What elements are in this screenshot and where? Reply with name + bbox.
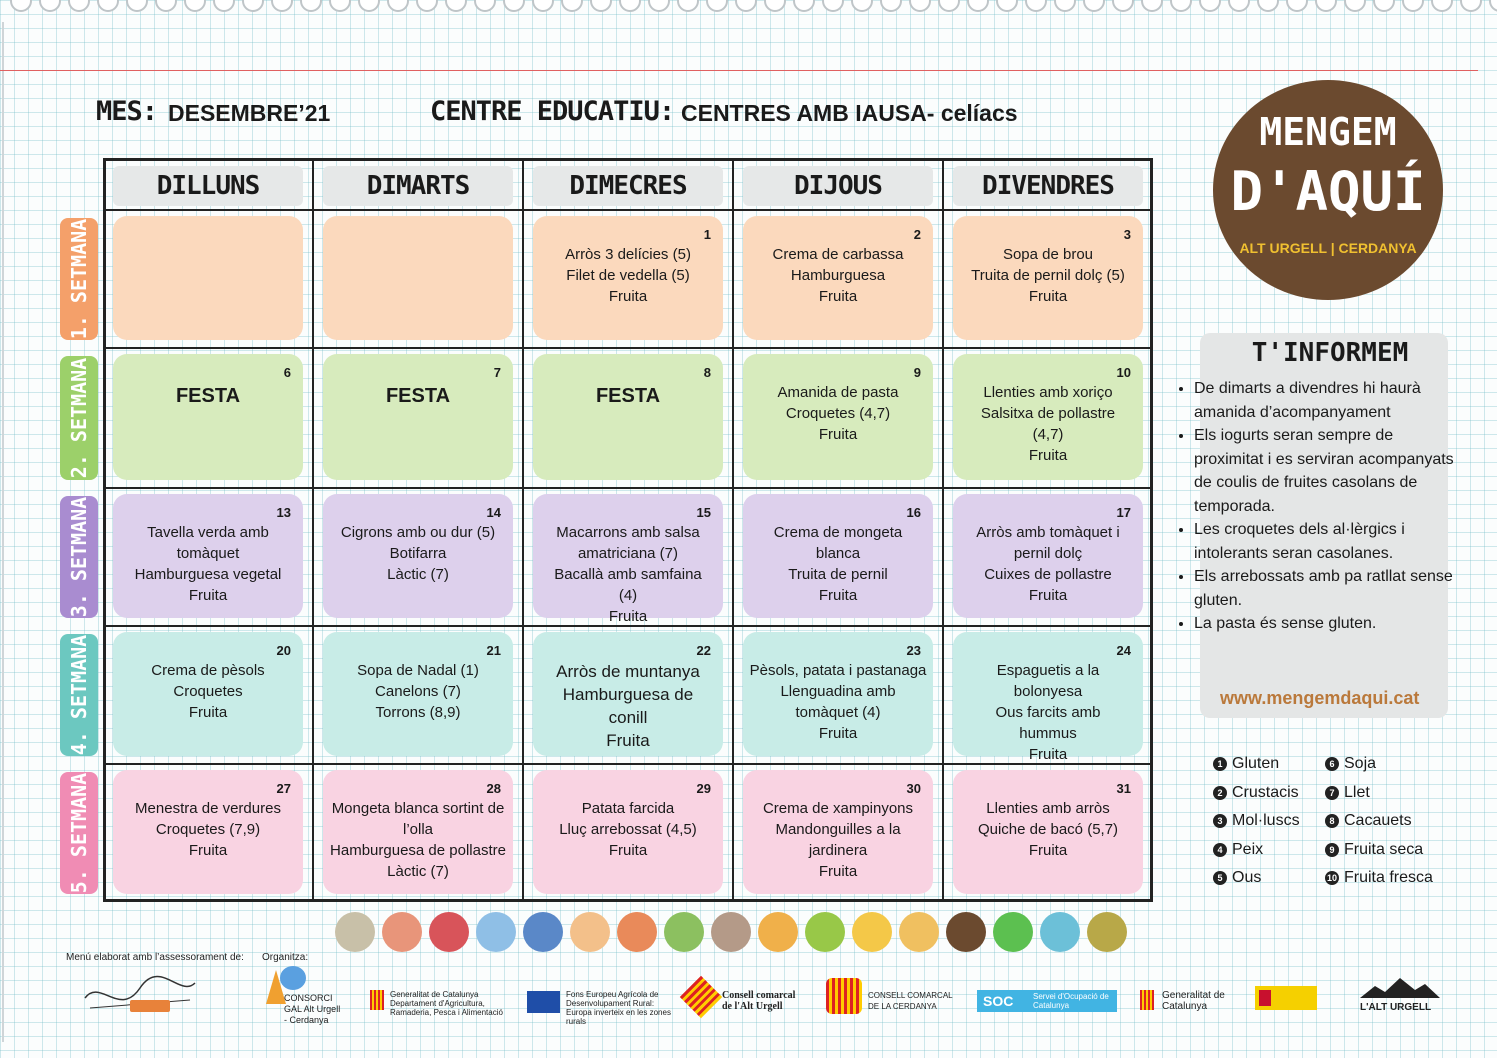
food-category-icon (382, 912, 422, 952)
notebook-spiral (0, 0, 1497, 22)
spiral-ring (1025, 0, 1047, 12)
food-category-icon (758, 912, 798, 952)
menu-line: Fruita (608, 608, 648, 625)
generalitat2-flag-icon (1140, 990, 1154, 1010)
day-number: 14 (486, 505, 501, 520)
allergen-item (1213, 812, 1300, 830)
allergen-name: Peix (1232, 840, 1264, 858)
menu-line: Pèsols, patata i pastanaga (749, 662, 927, 679)
menu-line: Arròs 3 delícies (5) (565, 246, 691, 263)
day-number: 24 (1116, 643, 1131, 658)
menu-line: Arròs de muntanya (556, 662, 700, 681)
spiral-ring (561, 0, 583, 12)
day-number: 21 (486, 643, 501, 658)
altu-text: L'ALT URGELL (1360, 1002, 1432, 1013)
allergen-name: Mol·luscs (1232, 812, 1300, 829)
spain-shield-icon (1259, 990, 1271, 1006)
spiral-ring (1344, 0, 1366, 12)
month-label: MES: (96, 96, 158, 127)
menu-line: hummus (1019, 725, 1077, 742)
allergen-item (1213, 841, 1263, 859)
allergen-number: 5 (1213, 871, 1227, 885)
food-category-icon (664, 912, 704, 952)
assessorament-text: Menú elaborat amb l’assessorament de: (66, 952, 244, 963)
allergen-item (1213, 869, 1261, 887)
menu-cell (323, 354, 513, 480)
menu-line: Quiche de bacó (5,7) (977, 821, 1119, 838)
spiral-ring (1373, 0, 1395, 12)
spiral-ring (10, 0, 32, 12)
allergen-item (1213, 755, 1279, 773)
week-tab (60, 356, 98, 480)
menu-cell (953, 770, 1143, 894)
spiral-ring (909, 0, 931, 12)
week-label: 2. SETMANA (67, 357, 92, 479)
menu-cell (113, 216, 303, 340)
menu-line: Mongeta blanca sortint de (331, 800, 505, 817)
menu-line: Macarrons amb salsa (556, 524, 700, 541)
menu-line: Arròs amb tomàquet i (976, 524, 1120, 541)
spiral-ring (271, 0, 293, 12)
holiday-label: FESTA (595, 385, 661, 407)
menu-line: Truita de pernil (788, 566, 888, 583)
day-number: 23 (906, 643, 921, 658)
menu-line: Fruita (818, 725, 858, 742)
menu-line: Crema de carbassa (772, 246, 904, 263)
day-number: 1 (703, 227, 711, 242)
menu-line: Croquetes (173, 683, 243, 700)
consorci-triangle-icon (266, 970, 286, 1004)
allergen-name: Fruita fresca (1344, 869, 1433, 886)
menu-line: Fruita (1028, 842, 1068, 859)
week-label: 4. SETMANA (67, 634, 92, 756)
menu-line: Croquetes (4,7) (785, 405, 891, 422)
food-category-icon (335, 912, 375, 952)
menu-line: Fruita (606, 731, 650, 750)
spiral-ring (184, 0, 206, 12)
allergen-number: 2 (1213, 786, 1227, 800)
menu-line: Llenguadina amb (780, 683, 896, 700)
menu-cell (113, 770, 303, 894)
menu-line: blanca (815, 545, 861, 562)
menu-cell (323, 632, 513, 756)
allergen-item (1325, 869, 1433, 887)
month-value: DESEMBRE’21 (168, 100, 331, 126)
grid-row-divider (103, 487, 1153, 489)
spiral-ring (619, 0, 641, 12)
menu-cell (113, 632, 303, 756)
food-category-icon (1040, 912, 1080, 952)
menu-line: tomàquet (176, 545, 240, 562)
day-number: 28 (486, 781, 501, 796)
menu-line: l’olla (402, 821, 433, 838)
menu-cell (533, 216, 723, 340)
allergen-number: 6 (1325, 757, 1339, 771)
menu-cell (323, 216, 513, 340)
menu-cell (743, 632, 933, 756)
spiral-ring (416, 0, 438, 12)
spiral-ring (1170, 0, 1192, 12)
menu-cell (743, 770, 933, 894)
grid-column-divider (522, 158, 524, 902)
organitza-text: Organitza: (262, 952, 309, 963)
logo-text-3: ALT URGELL | CERDANYA (1239, 240, 1417, 256)
spiral-ring (677, 0, 699, 12)
allergen-item (1325, 755, 1376, 773)
mountain-icon (1360, 976, 1440, 1000)
day-number: 20 (276, 643, 291, 658)
menu-line: Torrons (8,9) (375, 704, 461, 721)
allergen-name: Crustacis (1232, 783, 1299, 801)
spiral-ring (1460, 0, 1482, 12)
menu-line: (4) (618, 587, 638, 604)
spiral-ring (387, 0, 409, 12)
week-label: 5. SETMANA (67, 772, 92, 894)
feader-text: Fons Europeu Agrícola de Desenvolupament Rural: Europa inverteix en les zones rurals (566, 990, 671, 1026)
spiral-ring (1402, 0, 1424, 12)
info-item: • Els arrebossats amb pa ratllat sense gluten. (1194, 565, 1454, 612)
menu-line: (4,7) (1032, 426, 1064, 443)
menu-line: Fruita (188, 842, 228, 859)
menu-line: Fruita (818, 426, 858, 443)
week-tab (60, 634, 98, 756)
spiral-ring (648, 0, 670, 12)
allergen-number: 7 (1325, 786, 1339, 800)
food-category-icon (523, 912, 563, 952)
food-category-icon (852, 912, 892, 952)
spiral-ring (590, 0, 612, 12)
grid-row-divider (103, 209, 1153, 211)
ccc-shield-icon (826, 978, 862, 1014)
spiral-ring (851, 0, 873, 12)
menu-line: Fruita (608, 288, 648, 305)
menu-cell (953, 494, 1143, 618)
allergen-item (1325, 841, 1423, 859)
menu-line: amatriciana (7) (577, 545, 679, 562)
menu-line: bolonyesa (1013, 683, 1083, 700)
spiral-ring (242, 0, 264, 12)
spiral-ring (300, 0, 322, 12)
menu-cell (533, 494, 723, 625)
centre-label: CENTRE EDUCATIU: (430, 96, 675, 127)
day-number: 13 (276, 505, 291, 520)
page-edge (2, 22, 4, 1042)
info-item: • De dimarts a divendres hi haurà amanida d’acompanyament (1194, 377, 1454, 424)
day-number: 16 (906, 505, 921, 520)
website-link[interactable]: www.mengemdaqui.cat (1220, 688, 1420, 708)
menu-cell (113, 354, 303, 480)
info-list (1172, 377, 1454, 636)
soc-label: SOC (983, 993, 1014, 1009)
allergen-name: Ous (1232, 869, 1262, 886)
centre-value: CENTRES AMB IAUSA- celíacs (681, 100, 1018, 126)
day-number: 3 (1123, 227, 1131, 242)
day-number: 15 (696, 505, 711, 520)
grid-column-divider (312, 158, 314, 902)
menu-line: Cuixes de pollastre (984, 566, 1112, 583)
spiral-ring (967, 0, 989, 12)
info-item: • Els iogurts seran sempre de proximitat i es serviran acompanyats de coulis de fruites casolans de temporada. (1194, 424, 1454, 518)
menu-line: Sopa de Nadal (1) (357, 662, 479, 679)
soc-text: Servei d'Ocupació de Catalunya (1033, 992, 1109, 1010)
spiral-ring (822, 0, 844, 12)
day-number: 9 (913, 365, 921, 380)
menu-cell (953, 632, 1143, 763)
spiral-ring (793, 0, 815, 12)
food-category-icon (1087, 912, 1127, 952)
day-number: 2 (913, 227, 921, 242)
day-number: 10 (1116, 365, 1131, 380)
allergen-number: 4 (1213, 843, 1227, 857)
food-category-icon (476, 912, 516, 952)
spiral-ring (1054, 0, 1076, 12)
day-number: 7 (493, 365, 501, 380)
menu-line: Làctic (7) (387, 566, 449, 583)
spiral-ring (1083, 0, 1105, 12)
day-number: 27 (276, 781, 291, 796)
menu-cell (533, 632, 723, 756)
menu-line: Fruita (818, 863, 858, 880)
allergen-number: 10 (1326, 873, 1337, 883)
food-category-icon (570, 912, 610, 952)
spiral-ring (329, 0, 351, 12)
consorci-text: CONSORCI GAL Alt Urgell - Cerdanya (284, 993, 341, 1025)
menu-cell (533, 770, 723, 894)
menu-line: Filet de vedella (5) (566, 267, 690, 284)
menu-line: Fruita (818, 288, 858, 305)
menu-line: Fruita (188, 704, 228, 721)
spiral-ring (1199, 0, 1221, 12)
day-number: 22 (696, 643, 711, 658)
menu-line: tomàquet (4) (795, 704, 881, 721)
menu-line: Crema de mongeta (773, 524, 903, 541)
menu-line: Fruita (1028, 288, 1068, 305)
menu-line: Llenties amb xoriço (983, 384, 1113, 401)
spiral-ring (358, 0, 380, 12)
spiral-ring (1228, 0, 1250, 12)
menu-line: Croquetes (7,9) (155, 821, 261, 838)
day-header: DIMARTS (323, 166, 513, 206)
logo-text-1: MENGEM (1259, 110, 1397, 154)
day-number: 31 (1116, 781, 1131, 796)
spiral-ring (1315, 0, 1337, 12)
menu-line: Truita de pernil dolç (5) (971, 267, 1125, 284)
spiral-ring (39, 0, 61, 12)
spiral-ring (1431, 0, 1453, 12)
spiral-ring (155, 0, 177, 12)
ccc-text: CONSELL COMARCAL DE LA CERDANYA (868, 991, 953, 1011)
allergen-number: 9 (1325, 843, 1339, 857)
eu-flag-icon (527, 991, 560, 1013)
spiral-ring (213, 0, 235, 12)
menu-line: Hamburguesa (790, 267, 886, 284)
allergen-name: Fruita seca (1344, 840, 1424, 858)
day-header: DIMECRES (533, 166, 723, 206)
menu-line: jardinera (808, 842, 868, 859)
food-category-icon (993, 912, 1033, 952)
menu-line: Ous farcits amb (995, 704, 1101, 721)
menu-cell (113, 494, 303, 618)
spiral-ring (1141, 0, 1163, 12)
menu-line: conill (608, 708, 648, 727)
menu-line: Crema de xampinyons (762, 800, 914, 817)
menu-line: Amanida de pasta (777, 384, 899, 401)
spiral-ring (706, 0, 728, 12)
spiral-ring (764, 0, 786, 12)
menu-line: Hamburguesa vegetal (134, 566, 282, 583)
grid-row-divider (103, 347, 1153, 349)
menu-line: Fruita (188, 587, 228, 604)
holiday-label: FESTA (175, 385, 241, 407)
week-tab (60, 496, 98, 618)
spiral-ring (880, 0, 902, 12)
info-item: • La pasta és sense gluten. (1194, 612, 1454, 636)
menu-line: pernil dolç (1013, 545, 1083, 562)
grid-column-divider (732, 158, 734, 902)
spiral-ring (503, 0, 525, 12)
menu-line: Patata farcida (581, 800, 675, 817)
menu-cell (323, 494, 513, 618)
food-category-icon (711, 912, 751, 952)
soc-banner (977, 990, 1117, 1012)
spiral-ring (938, 0, 960, 12)
menu-line: Tavella verda amb (147, 524, 269, 541)
mengem-daqui-logo (1213, 80, 1443, 300)
spiral-ring (445, 0, 467, 12)
menu-cell (743, 494, 933, 618)
food-category-icon (805, 912, 845, 952)
menu-line: Fruita (608, 842, 648, 859)
week-label: 3. SETMANA (67, 496, 92, 618)
generalitat2-text: Generalitat de Catalunya (1162, 990, 1225, 1012)
menu-line: Canelons (7) (375, 683, 461, 700)
week-tab (60, 218, 98, 340)
menu-cell (323, 770, 513, 894)
allergen-number: 8 (1325, 814, 1339, 828)
allergen-item (1213, 784, 1299, 802)
menu-line: Lluç arrebossat (4,5) (559, 821, 697, 838)
menu-line: Mandonguilles a la (775, 821, 901, 838)
menu-line: Fruita (1028, 746, 1068, 763)
generalitat-flag-icon (370, 990, 384, 1010)
menu-cell (953, 354, 1143, 480)
spiral-ring (1112, 0, 1134, 12)
spiral-ring (97, 0, 119, 12)
spiral-ring (474, 0, 496, 12)
day-number: 6 (283, 365, 291, 380)
day-header: DILLUNS (113, 166, 303, 206)
spiral-ring (126, 0, 148, 12)
generalitat-dept-text: Generalitat de Catalunya Departament d'Agricultura, Ramaderia, Pesca i Alimentació (390, 990, 503, 1017)
menu-cell (533, 354, 723, 480)
margin-line (0, 70, 1478, 71)
day-header: DIJOUS (743, 166, 933, 206)
week-tab (60, 772, 98, 894)
menu-line: Fruita (1028, 587, 1068, 604)
menu-line: Espaguetis a la (996, 662, 1100, 679)
menu-line: Menestra de verdures (135, 800, 281, 817)
spiral-ring (996, 0, 1018, 12)
menu-line: Hamburguesa de (562, 685, 694, 704)
day-number: 8 (703, 365, 711, 380)
spiral-ring (735, 0, 757, 12)
week-label: 1. SETMANA (67, 218, 92, 340)
day-number: 30 (906, 781, 921, 796)
ccau-text: Consell comarcal de l'Alt Urgell (722, 990, 796, 1012)
menu-line: Crema de pèsols (151, 662, 265, 679)
food-category-icon (617, 912, 657, 952)
info-item: • Les croquetes dels al·lèrgics i intolerants seran casolanes. (1194, 518, 1454, 565)
grid-column-divider (942, 158, 944, 902)
signature-logo (80, 968, 200, 1028)
menu-cell (743, 354, 933, 480)
menu-line: Làctic (7) (387, 863, 449, 880)
allergen-number: 1 (1213, 757, 1227, 771)
food-category-icon (429, 912, 469, 952)
info-title: T'INFORMEM (1251, 338, 1409, 368)
menu-line: Llenties amb arròs (986, 800, 1110, 817)
menu-cell (743, 216, 933, 340)
menu-line: Bacallà amb samfaina (554, 566, 702, 583)
logo-text-2: D'AQUÍ (1230, 160, 1426, 223)
allergen-name: Llet (1344, 783, 1370, 801)
menu-line: Botifarra (389, 545, 447, 562)
day-header: DIVENDRES (953, 166, 1143, 206)
allergen-name: Cacauets (1344, 812, 1412, 829)
spiral-ring (1257, 0, 1279, 12)
menu-line: Salsitxa de pollastre (980, 405, 1116, 422)
food-category-icon (899, 912, 939, 952)
spain-gov-logo (1255, 986, 1317, 1010)
menu-line: Cigrons amb ou dur (5) (340, 524, 496, 541)
allergen-number: 3 (1213, 814, 1227, 828)
menu-cell (953, 216, 1143, 340)
day-number: 17 (1116, 505, 1131, 520)
allergen-name: Soja (1344, 755, 1377, 772)
menu-line: Fruita (818, 587, 858, 604)
food-category-icon (946, 912, 986, 952)
allergen-name: Gluten (1232, 755, 1280, 772)
spiral-ring (68, 0, 90, 12)
menu-line: Hamburguesa de pollastre (330, 842, 506, 859)
menu-line: Sopa de brou (1002, 246, 1094, 263)
ccau-shield-icon (680, 976, 722, 1018)
holiday-label: FESTA (385, 385, 451, 407)
allergen-item (1325, 784, 1370, 802)
spiral-ring (1489, 0, 1497, 12)
spiral-ring (1286, 0, 1308, 12)
spiral-ring (532, 0, 554, 12)
menu-line: Fruita (1028, 447, 1068, 464)
day-number: 29 (696, 781, 711, 796)
allergen-item (1325, 812, 1412, 830)
